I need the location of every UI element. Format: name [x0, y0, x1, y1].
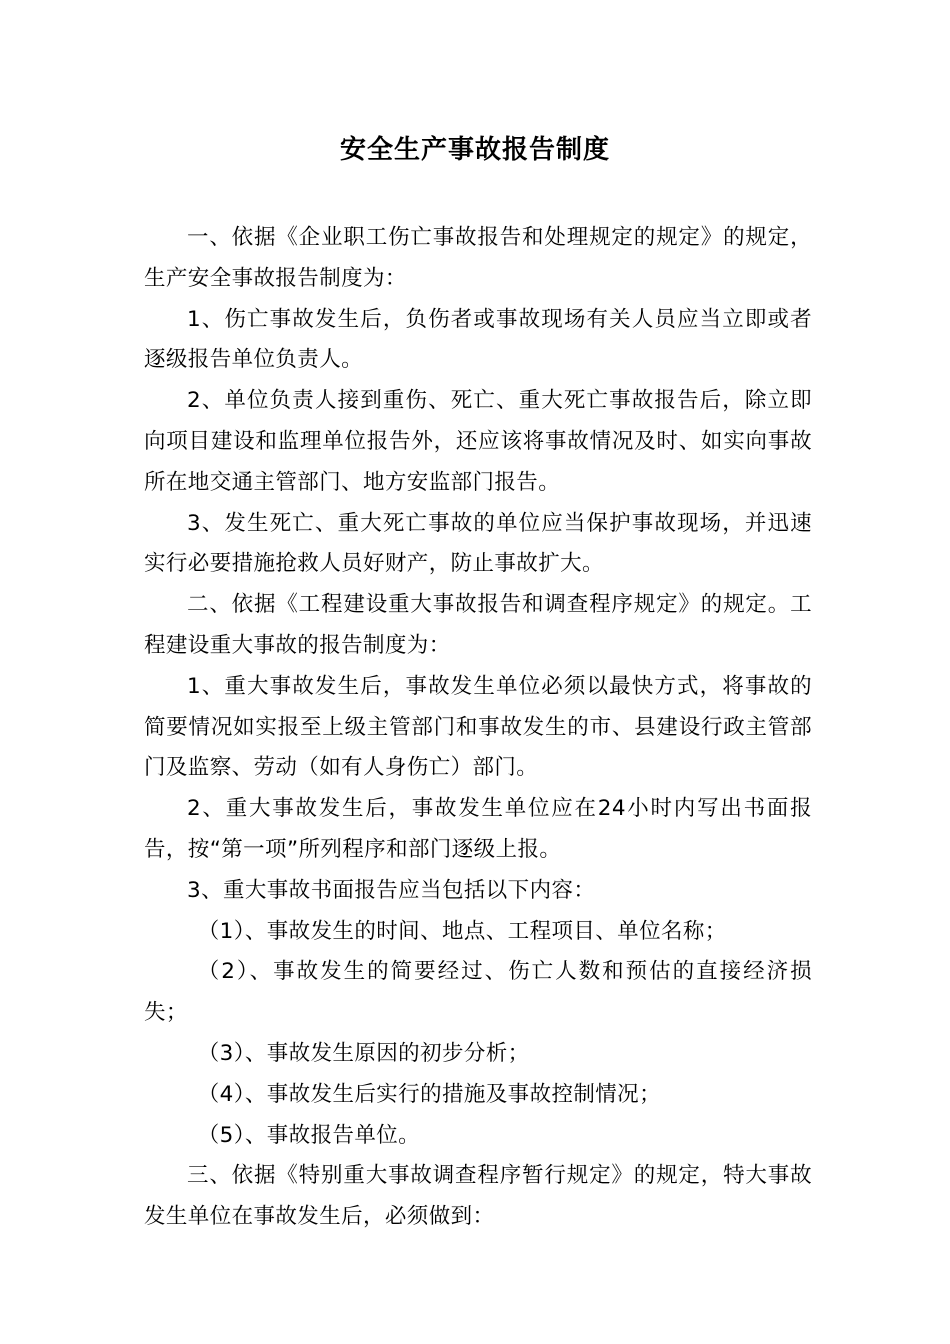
paragraph-subitem: （3）、事故发生原因的初步分析；: [197, 1040, 530, 1066]
document-body: [144, 218, 812, 1238]
paragraph-item: 1、重大事故发生后，事故发生单位必须以最快方式，将事故的简要情况如实报至上级主管部门和事故发生的市、县建设行政主管部门及监察、劳动（如有人身伤亡）部门。: [144, 673, 812, 781]
paragraph-section-3-intro: 三、依据《特别重大事故调查程序暂行规定》的规定，特大事故发生单位在事故发生后，必须做到：: [144, 1163, 812, 1230]
document-title: 安全生产事故报告制度: [339, 135, 610, 165]
paragraph-item: 3、重大事故书面报告应当包括以下内容：: [187, 877, 596, 903]
paragraph-section-1-intro: 一、依据《企业职工伤亡事故报告和处理规定的规定》的规定，生产安全事故报告制度为：: [144, 225, 812, 291]
paragraph-item: 3、发生死亡、重大死亡事故的单位应当保护事故现场，并迅速实行必要措施抢救人员好财产，防止事故扩大。: [144, 510, 812, 577]
paragraph-subitem: （5）、事故报告单位。: [197, 1122, 421, 1148]
paragraph-item: 1、伤亡事故发生后，负伤者或事故现场有关人员应当立即或者逐级报告单位负责人。: [144, 306, 812, 373]
paragraph-subitem: （2）、事故发生的简要经过、伤亡人数和预估的直接经济损失；: [144, 959, 812, 1026]
paragraph-section-2-intro: 二、依据《工程建设重大事故报告和调查程序规定》的规定。工程建设重大事故的报告制度为：: [144, 592, 812, 658]
paragraph-subitem: （4）、事故发生后实行的措施及事故控制情况；: [197, 1081, 661, 1107]
paragraph-item: 2、重大事故发生后，事故发生单位应在24小时内写出书面报告，按“第一项”所列程序和部门逐级上报。: [144, 796, 812, 862]
paragraph-subitem: （1）、事故发生的时间、地点、工程项目、单位名称；: [197, 918, 727, 944]
paragraph-item: 2、单位负责人接到重伤、死亡、重大死亡事故报告后，除立即向项目建设和监理单位报告外，还应该将事故情况及时、如实向事故所在地交通主管部门、地方安监部门报告。: [144, 388, 812, 495]
